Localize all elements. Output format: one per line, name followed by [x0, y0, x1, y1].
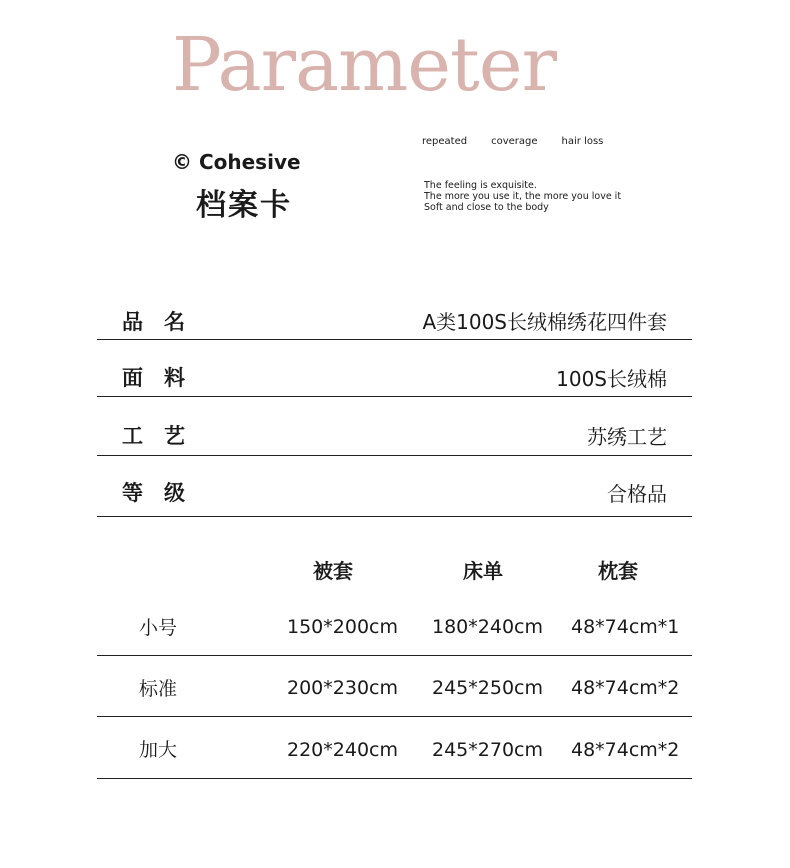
pillow-size: 48*74cm*1	[571, 616, 680, 638]
duvet-size: 220*240cm	[287, 739, 398, 761]
duvet-size: 200*230cm	[287, 677, 398, 699]
page-subtitle: 档案卡	[196, 188, 292, 223]
param-label: 品 名	[122, 310, 185, 334]
param-row-product	[97, 298, 692, 340]
param-value: 苏绣工艺	[587, 425, 667, 449]
slogan-line: The feeling is exquisite.	[424, 180, 537, 191]
param-label: 工 艺	[122, 424, 185, 448]
size-name: 加大	[139, 739, 178, 761]
page-title: Parameter	[172, 22, 556, 108]
column-header-duvet: 被套	[313, 559, 353, 583]
column-header-pillow: 枕套	[598, 559, 638, 583]
size-name: 小号	[139, 617, 178, 639]
tag-list	[422, 136, 627, 147]
param-row-grade	[97, 468, 692, 517]
param-value: A类100S长绒棉绣花四件套	[422, 310, 667, 334]
param-row-craft	[97, 412, 692, 456]
table-row	[97, 725, 692, 779]
sheet-size: 245*250cm	[432, 677, 543, 699]
table-row	[97, 664, 692, 717]
column-header-sheet: 床单	[463, 559, 503, 583]
param-value: 合格品	[607, 482, 667, 506]
slogan-line: Soft and close to the body	[424, 202, 549, 213]
table-row	[97, 603, 692, 656]
duvet-size: 150*200cm	[287, 616, 398, 638]
pillow-size: 48*74cm*2	[571, 739, 680, 761]
tag-item: coverage	[491, 136, 538, 147]
tag-item: hair loss	[561, 136, 604, 147]
pillow-size: 48*74cm*2	[571, 677, 680, 699]
param-label: 等 级	[122, 481, 185, 505]
tag-item: repeated	[422, 136, 468, 147]
slogan-line: The more you use it, the more you love it	[424, 191, 622, 202]
param-row-fabric	[97, 354, 692, 397]
sheet-size: 245*270cm	[432, 739, 543, 761]
brand-name: © Cohesive	[172, 150, 301, 174]
slogan	[424, 180, 621, 213]
param-value: 100S长绒棉	[556, 367, 667, 391]
sheet-size: 180*240cm	[432, 616, 543, 638]
param-label: 面 料	[122, 366, 185, 390]
size-name: 标准	[139, 678, 178, 700]
